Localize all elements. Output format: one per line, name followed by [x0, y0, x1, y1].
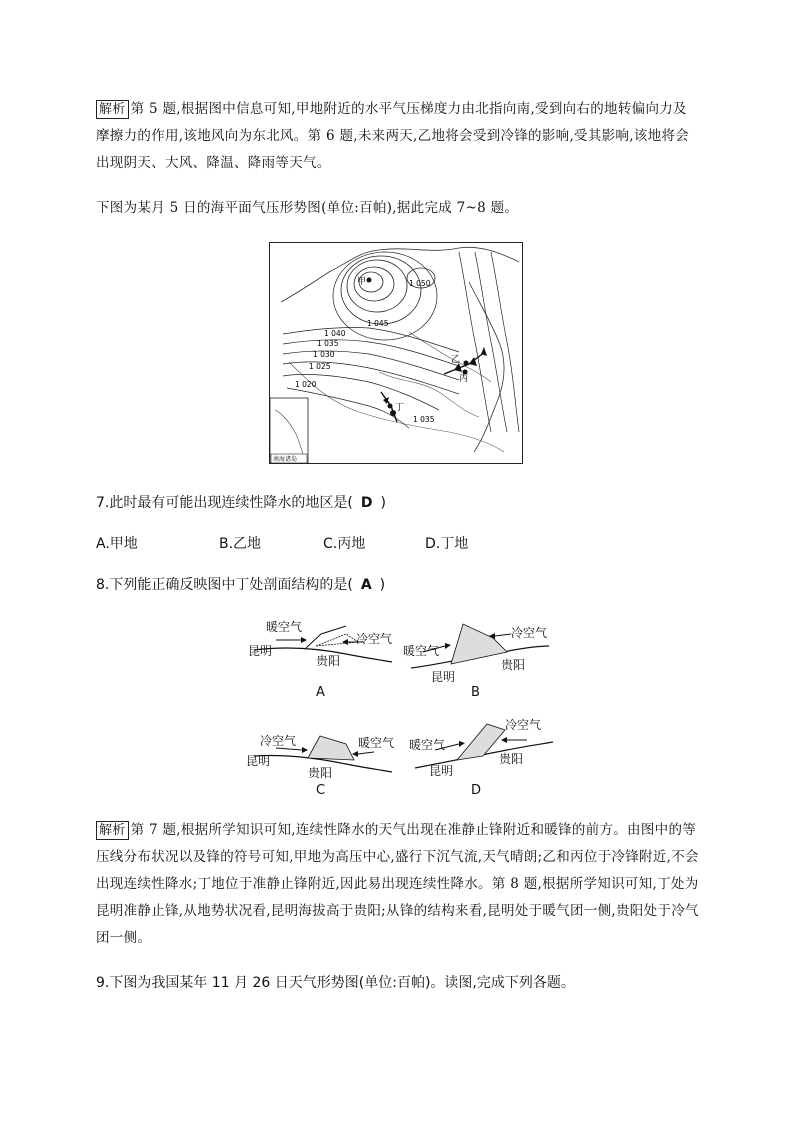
question-7-stem: 7.此时最有可能出现连续性降水的地区是(	[96, 495, 353, 511]
place-jia-label: 甲	[357, 277, 367, 287]
kunming-label: 昆明	[248, 644, 273, 658]
isobar-label: 1 030	[313, 350, 335, 359]
cold-air-label: 冷空气	[505, 718, 542, 732]
question-7-close: )	[380, 495, 386, 511]
guiyang-label: 贵阳	[308, 766, 333, 780]
warm-air-label: 暖空气	[409, 738, 446, 752]
warm-air-label: 暖空气	[358, 736, 395, 750]
analysis-paragraph-1	[96, 96, 700, 177]
diagram-d	[407, 710, 557, 810]
question-intro: 下图为某月 5 日的海平面气压形势图(单位:百帕),据此完成 7~8 题。	[96, 200, 519, 216]
guiyang-label: 贵阳	[499, 752, 524, 766]
option-d: D.丁地	[425, 536, 469, 552]
isobar-label: 1 020	[295, 380, 317, 389]
cold-air-label: 冷空气	[356, 632, 393, 646]
kunming-label: 昆明	[431, 670, 456, 684]
isobar-label: 1 040	[324, 329, 346, 338]
isobar-label: 1 025	[309, 362, 331, 371]
diagram-letter-b: B	[471, 685, 480, 700]
option-a: A.甲地	[96, 536, 138, 552]
option-b: B.乙地	[219, 536, 262, 552]
question-8-stem: 8.下列能正确反映图中丁处剖面结构的是(	[96, 577, 353, 593]
isobar-label: 1 035	[317, 339, 339, 348]
isobar-label: 1 035	[413, 415, 435, 424]
guiyang-label: 贵阳	[501, 658, 526, 672]
inset-label: 南海诸岛	[273, 456, 298, 463]
diagram-a	[246, 612, 396, 702]
kunming-label: 昆明	[429, 764, 454, 778]
place-ding-label: 丁	[395, 403, 405, 413]
place-bing-label: 丙	[459, 374, 469, 384]
diagram-b	[403, 612, 553, 702]
analysis-tag: 解析	[96, 100, 129, 119]
guiyang-label: 贵阳	[316, 654, 341, 668]
isobar-label: 1 050	[409, 279, 431, 288]
kunming-label: 昆明	[246, 754, 271, 768]
analysis-text: 第 7 题,根据所学知识可知,连续性降水的天气出现在准静止锋附近和暖锋的前方。由图中的等压线分布状况以及锋的符号可知,甲地为高压中心,盛行下沉气流,天气晴朗;乙和丙位于冷锋附近,不会出现连续性降水;丁地位于准静止锋附近,因此易出现连续性降水。第 8 题,根据所学知识可知,丁处为昆明准静止锋,从地势状况看,昆明海拔高于贵阳;从锋的结构来看,昆明处于暖气团一侧,贵阳处于冷气团一侧。	[96, 822, 699, 946]
pressure-map	[269, 242, 523, 464]
warm-air-label: 暖空气	[403, 644, 440, 658]
diagram-letter-c: C	[316, 783, 326, 798]
diagram-letter-d: D	[471, 783, 482, 798]
question-8-answer: A	[360, 577, 372, 593]
analysis-paragraph-2	[96, 817, 700, 952]
option-c: C.丙地	[323, 536, 366, 552]
warm-air-label: 暖空气	[266, 620, 303, 634]
isobar-label: 1 045	[367, 319, 389, 328]
diagram-letter-a: A	[316, 685, 325, 700]
question-7-answer: D	[360, 495, 373, 511]
question-8	[96, 574, 385, 594]
place-yi-label: 乙	[451, 355, 461, 365]
question-9: 9.下图为我国某年 11 月 26 日天气形势图(单位:百帕)。读图,完成下列各题。	[96, 975, 575, 991]
cold-air-label: 冷空气	[260, 734, 297, 748]
analysis-tag: 解析	[96, 821, 129, 840]
analysis-text: 第 5 题,根据图中信息可知,甲地附近的水平气压梯度力由北指向南,受到向右的地转偏向力及摩擦力的作用,该地风向为东北风。第 6 题,未来两天,乙地将会受到冷锋的影响,受其影响,该地将会出现阴天、大风、降温、降雨等天气。	[96, 101, 690, 171]
question-7	[96, 492, 386, 512]
diagram-c	[246, 722, 396, 812]
cold-air-label: 冷空气	[511, 626, 548, 640]
question-8-close: )	[379, 577, 386, 593]
